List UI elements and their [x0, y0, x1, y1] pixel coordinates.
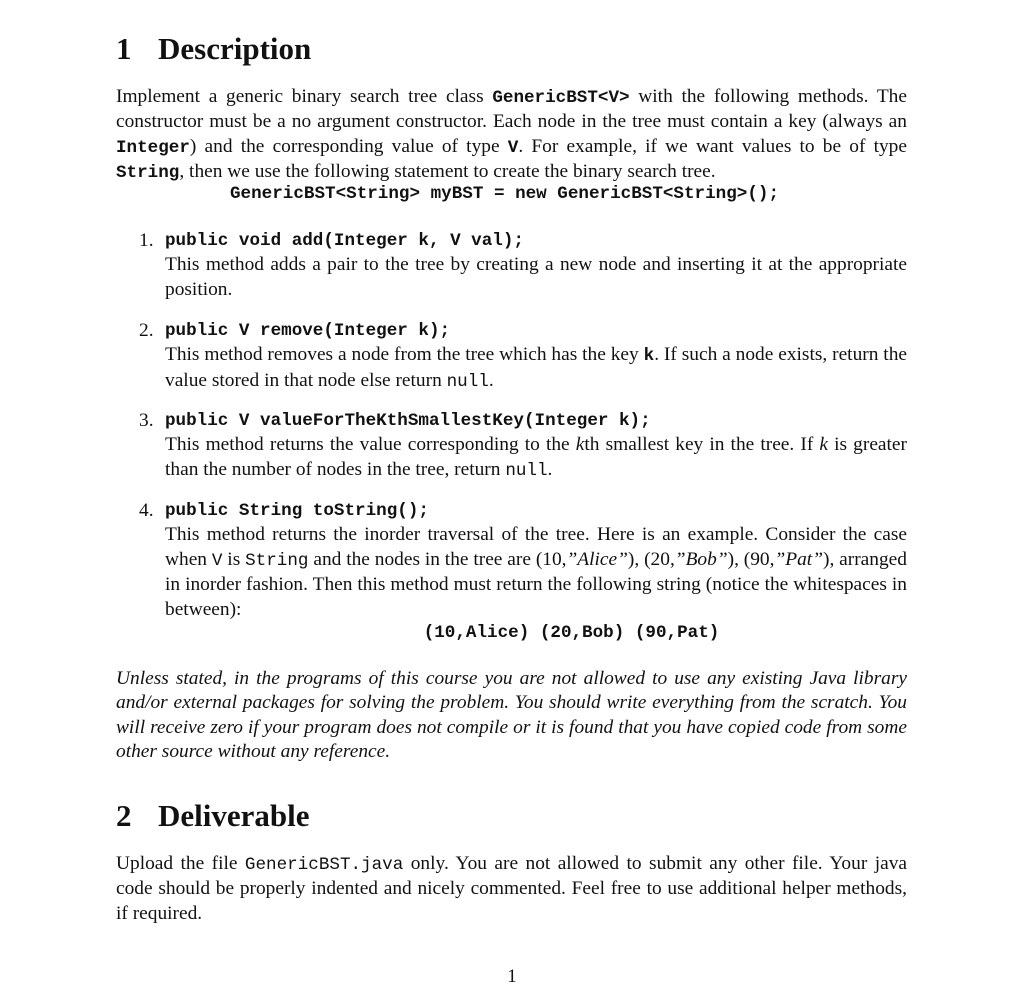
method-index: 3. — [139, 410, 154, 431]
intro-text: . For example, if we want values to be of type — [518, 135, 907, 157]
desc-text: is greater than the number of nodes in the tree, return — [165, 434, 907, 480]
section-title: Deliverable — [158, 798, 310, 833]
type-v: V — [211, 550, 223, 571]
value-pat: ”Pat” — [774, 548, 823, 570]
desc-text: ), arranged in inorder fashion. Then this method must return the following string (notice the whitespaces in between): — [165, 548, 907, 620]
method-signature: public V remove(Integer k); — [165, 321, 451, 341]
section-number: 2 — [116, 798, 132, 833]
intro-text: , then we use the following statement to create the binary search tree. — [179, 161, 716, 183]
key-param: k — [643, 346, 655, 367]
method-description — [165, 343, 907, 394]
desc-text: is — [222, 548, 246, 570]
desc-text: . — [488, 369, 494, 391]
method-description: This method adds a pair to the tree by creating a new node and inserting it at the appropriate position. — [165, 254, 907, 300]
null-literal: null — [446, 371, 489, 392]
desc-text: This method removes a node from the tree which has the key — [165, 344, 644, 366]
desc-text: This method returns the inorder traversal of the tree. Here is an example. Consider the case when — [165, 524, 907, 570]
section-title: Description — [158, 31, 312, 66]
desc-text: . If such a node exists, return the value stored in that node else return — [165, 344, 907, 391]
type-string: String — [245, 550, 309, 571]
method-index: 2. — [139, 320, 154, 341]
intro-text: Implement a generic binary search tree class — [116, 86, 493, 107]
desc-text: This method returns the value corresponding to the — [165, 434, 576, 456]
desc-text: and the nodes in the tree are (10, — [308, 548, 567, 570]
intro-paragraph — [116, 85, 907, 186]
value-type: V — [507, 137, 519, 158]
intro-text: ) and the corresponding value of type — [189, 135, 508, 157]
k-variable: k — [575, 434, 585, 456]
value-alice: ”Alice” — [566, 548, 628, 570]
section-heading-deliverable — [116, 798, 310, 834]
null-literal: null — [505, 460, 548, 481]
notice-paragraph: Unless stated, in the programs of this course you are not allowed to use any existing Java library and/or external packages for solving the problem. You should write everything from the scratch. You will receive zero if your program does not compile or it is found that you have copied code from some other source without any reference. — [116, 668, 907, 763]
deliverable-text: only. You are not allowed to submit any other file. Your java code should be properly indented and nicely commented. Feel free to use additional helper methods, if required. — [116, 853, 908, 924]
method-description — [165, 433, 907, 483]
code-example: GenericBST<String> myBST = new GenericBST<String>(); — [230, 184, 780, 204]
page-number: 1 — [507, 966, 517, 987]
intro-text: with the following methods. The constructor must be a no argument constructor. Each node in the tree must contain a key (always an — [116, 86, 907, 133]
file-name: GenericBST.java — [244, 855, 404, 875]
string-type: String — [116, 163, 180, 184]
method-index: 1. — [139, 230, 154, 251]
section-number: 1 — [116, 31, 132, 66]
desc-text: ), (20, — [627, 548, 675, 570]
deliverable-paragraph — [116, 852, 907, 926]
desc-text: th smallest key in the tree. If — [584, 434, 820, 456]
desc-text: . — [547, 458, 553, 480]
method-signature: public void add(Integer k, V val); — [165, 231, 524, 251]
tostring-output-example: (10,Alice) (20,Bob) (90,Pat) — [423, 623, 720, 643]
method-signature: public String toString(); — [165, 501, 429, 521]
method-signature: public V valueForTheKthSmallestKey(Integer k); — [165, 411, 651, 431]
deliverable-text: Upload the file — [116, 853, 245, 874]
class-name: GenericBST<V> — [492, 88, 630, 108]
desc-text: ), (90, — [727, 548, 775, 570]
key-type: Integer — [116, 137, 190, 158]
method-description — [165, 523, 907, 622]
section-heading-description — [116, 31, 311, 67]
value-bob: ”Bob” — [674, 548, 728, 570]
k-variable: k — [819, 434, 829, 456]
method-index: 4. — [139, 500, 154, 521]
